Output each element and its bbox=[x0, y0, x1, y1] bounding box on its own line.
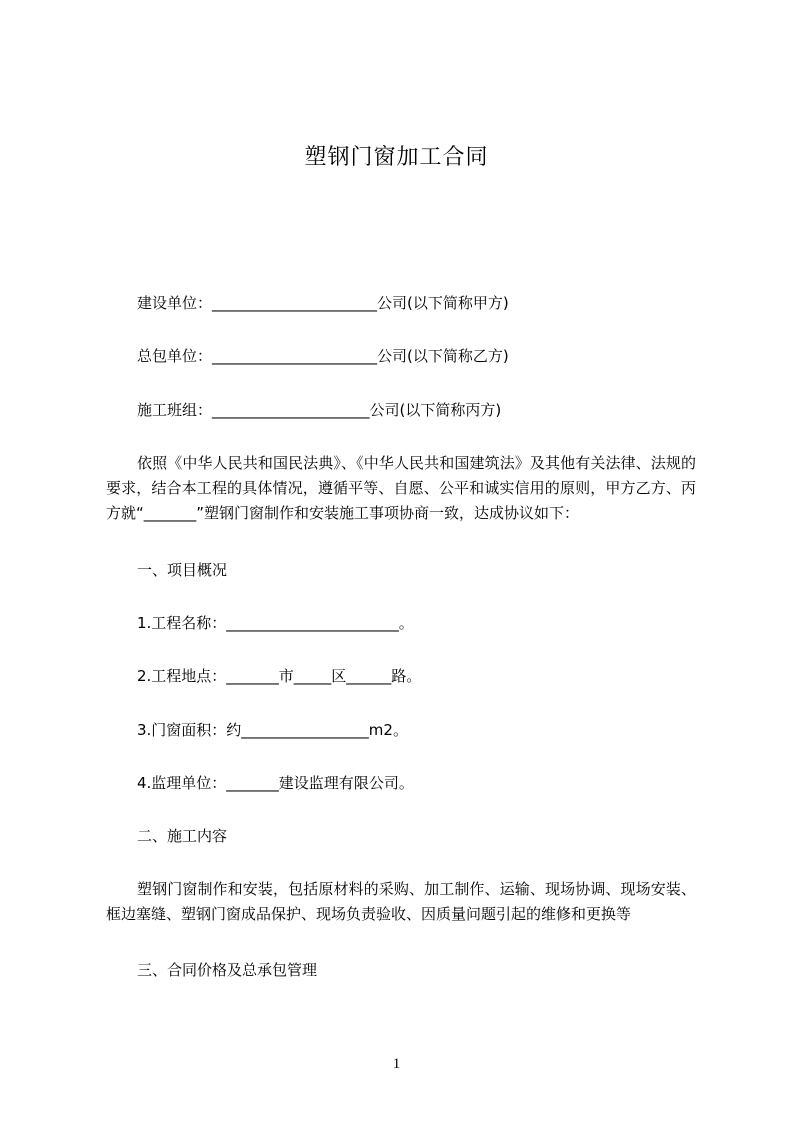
party-c-line: 施工班组：_____________________公司(以下简称丙方) bbox=[137, 401, 502, 419]
item-project-location: 2.工程地点：_______市_____区______路。 bbox=[137, 667, 422, 685]
party-b-line: 总包单位：______________________公司(以下简称乙方) bbox=[137, 347, 509, 365]
section-heading-price: 三、合同价格及总承包管理 bbox=[137, 961, 318, 979]
party-a-line: 建设单位：______________________公司(以下简称甲方) bbox=[137, 294, 509, 312]
page-number: 1 bbox=[392, 1056, 401, 1072]
item-project-name: 1.工程名称：_______________________。 bbox=[137, 614, 414, 632]
section-heading-overview: 一、项目概况 bbox=[137, 561, 228, 579]
section-heading-content: 二、施工内容 bbox=[137, 827, 228, 845]
construction-content-paragraph: 塑钢门窗制作和安装，包括原材料的采购、加工制作、运输、现场协调、现场安装、框边塞缝、塑钢门窗成品保护、现场负责验收、因质量问题引起的维修和更换等 bbox=[106, 880, 696, 923]
document-title: 塑钢门窗加工合同 bbox=[304, 145, 489, 170]
intro-paragraph: 依照《中华人民共和国民法典》、《中华人民共和国建筑法》及其他有关法律、法规的要求，结合本工程的具体情况，遵循平等、自愿、公平和诚实信用的原则，甲方乙方、丙方就“_______”塑钢门窗制作和安装施工事项协商一致，达成协议如下： bbox=[106, 454, 696, 522]
item-supervision-unit: 4.监理单位：_______建设监理有限公司。 bbox=[137, 774, 414, 792]
item-window-area: 3.门窗面积：约_________________m2。 bbox=[137, 721, 408, 739]
